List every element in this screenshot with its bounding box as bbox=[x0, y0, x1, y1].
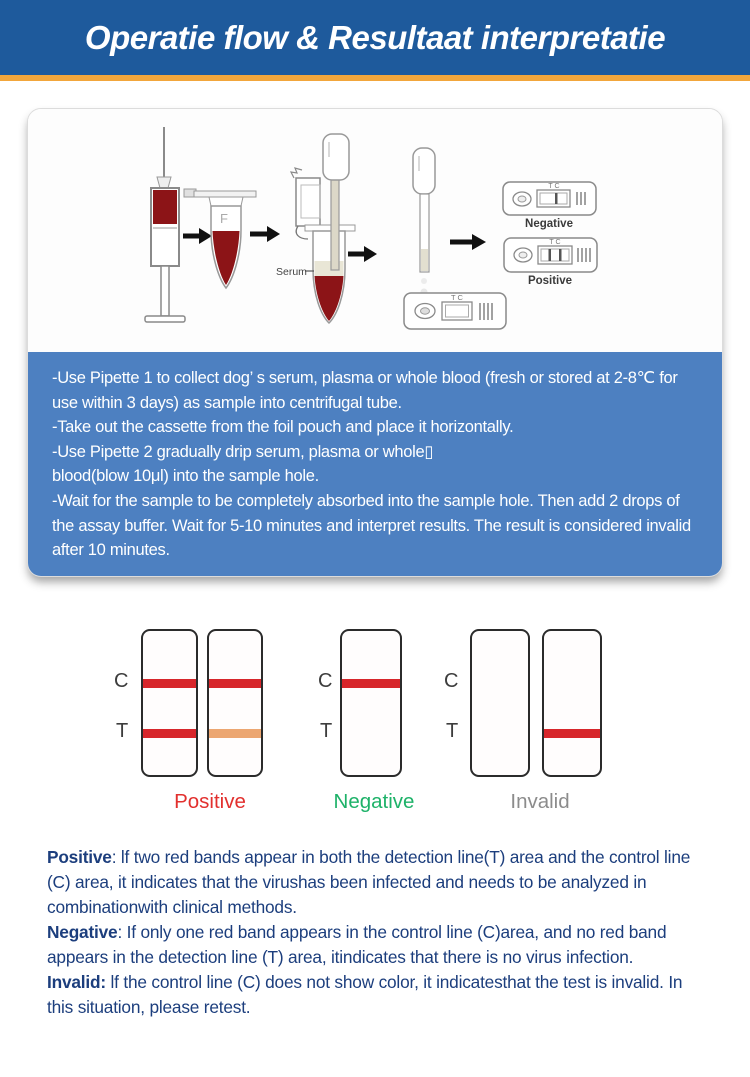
negative-body: : If only one red band appears in the control line (C)area, and no red band appears in the detection line (T) area, itindicates that there is no virus infection. bbox=[47, 921, 667, 967]
pipette-icon bbox=[331, 178, 339, 270]
test-line-label: T bbox=[116, 719, 129, 742]
instruction-line: -Use Pipette 1 to collect dog’ s serum, plasma or whole blood (fresh or stored at 2-8℃ for use within 3 days) as sample into centrifugal tube. bbox=[52, 369, 678, 412]
control-line-label: C bbox=[114, 669, 129, 692]
accent-bar bbox=[0, 75, 750, 81]
instructions-panel bbox=[28, 352, 722, 576]
tube-mark-label: F bbox=[220, 211, 228, 226]
negative-result-label: Negative bbox=[333, 789, 415, 813]
negative-caption: Negative bbox=[525, 218, 573, 230]
test-strip bbox=[141, 629, 198, 777]
result-strips-section bbox=[0, 629, 750, 821]
arrow-icon bbox=[450, 234, 486, 250]
page-title: Operatie flow & Resultaat interpretatie bbox=[84, 18, 666, 56]
arrow-icon bbox=[250, 226, 280, 242]
test-line bbox=[143, 729, 196, 738]
control-line-label: C bbox=[318, 669, 333, 692]
negative-paragraph bbox=[47, 920, 706, 970]
page-header bbox=[0, 0, 750, 75]
interpretation-text bbox=[47, 845, 706, 1020]
instruction-line: -Take out the cassette from the foil pouch and place it horizontally. bbox=[52, 418, 514, 437]
control-line bbox=[143, 679, 196, 688]
arrow-icon bbox=[183, 228, 212, 244]
syringe-icon bbox=[145, 127, 185, 322]
positive-lead: Positive bbox=[47, 846, 112, 867]
cassette-window-labels: T C bbox=[549, 239, 561, 246]
positive-paragraph bbox=[47, 845, 706, 920]
instruction-line: blood(blow 10μl) into the sample hole. bbox=[52, 467, 319, 486]
dropper-icon bbox=[413, 148, 435, 309]
test-line bbox=[544, 729, 600, 738]
instruction-line: -Wait for the sample to be completely absorbed into the sample hole. Then add 2 drops of the assay buffer. Wait for 5-10 minutes and interpret results. The result is considered invalid after 10 minutes. bbox=[52, 491, 691, 560]
procedure-flow-diagram bbox=[28, 109, 722, 352]
control-line bbox=[209, 679, 261, 688]
positive-result-label: Positive bbox=[174, 789, 246, 813]
procedure-card bbox=[27, 108, 723, 577]
arrow-icon bbox=[348, 246, 377, 262]
cassette-blank-icon bbox=[404, 293, 506, 329]
cassette-negative-icon bbox=[503, 182, 596, 230]
instruction-line: -Use Pipette 2 gradually drip serum, plasma or whole▯ bbox=[52, 442, 434, 461]
serum-tube-icon bbox=[276, 134, 355, 323]
test-strip bbox=[340, 629, 402, 777]
positive-body: : lf two red bands appear in both the detection line(T) area and the control line (C) area, it indicates that the virushas been infected and needs to be analyzed in combinationwith clinical methods. bbox=[47, 846, 691, 917]
test-strip bbox=[470, 629, 530, 777]
cassette-window-labels: T C bbox=[548, 183, 560, 190]
serum-label: Serum bbox=[276, 266, 307, 278]
cassette-positive-icon bbox=[504, 238, 597, 287]
invalid-lead: Invalid: bbox=[47, 971, 106, 992]
procedure-illustration bbox=[28, 109, 722, 352]
control-line-label: C bbox=[444, 669, 459, 692]
invalid-paragraph bbox=[47, 970, 706, 1020]
invalid-body: lf the control line (C) does not show color, it indicatesthat the test is invalid. In this situation, please retest. bbox=[47, 971, 683, 1017]
test-line-label: T bbox=[446, 719, 459, 742]
control-line bbox=[342, 679, 400, 688]
invalid-result-label: Invalid bbox=[510, 789, 570, 813]
test-strip bbox=[207, 629, 263, 777]
test-strip bbox=[542, 629, 602, 777]
test-line-faint bbox=[209, 729, 261, 738]
negative-lead: Negative bbox=[47, 921, 118, 942]
test-line-label: T bbox=[320, 719, 333, 742]
cassette-window-labels: T C bbox=[451, 293, 463, 302]
positive-caption: Positive bbox=[527, 275, 573, 287]
